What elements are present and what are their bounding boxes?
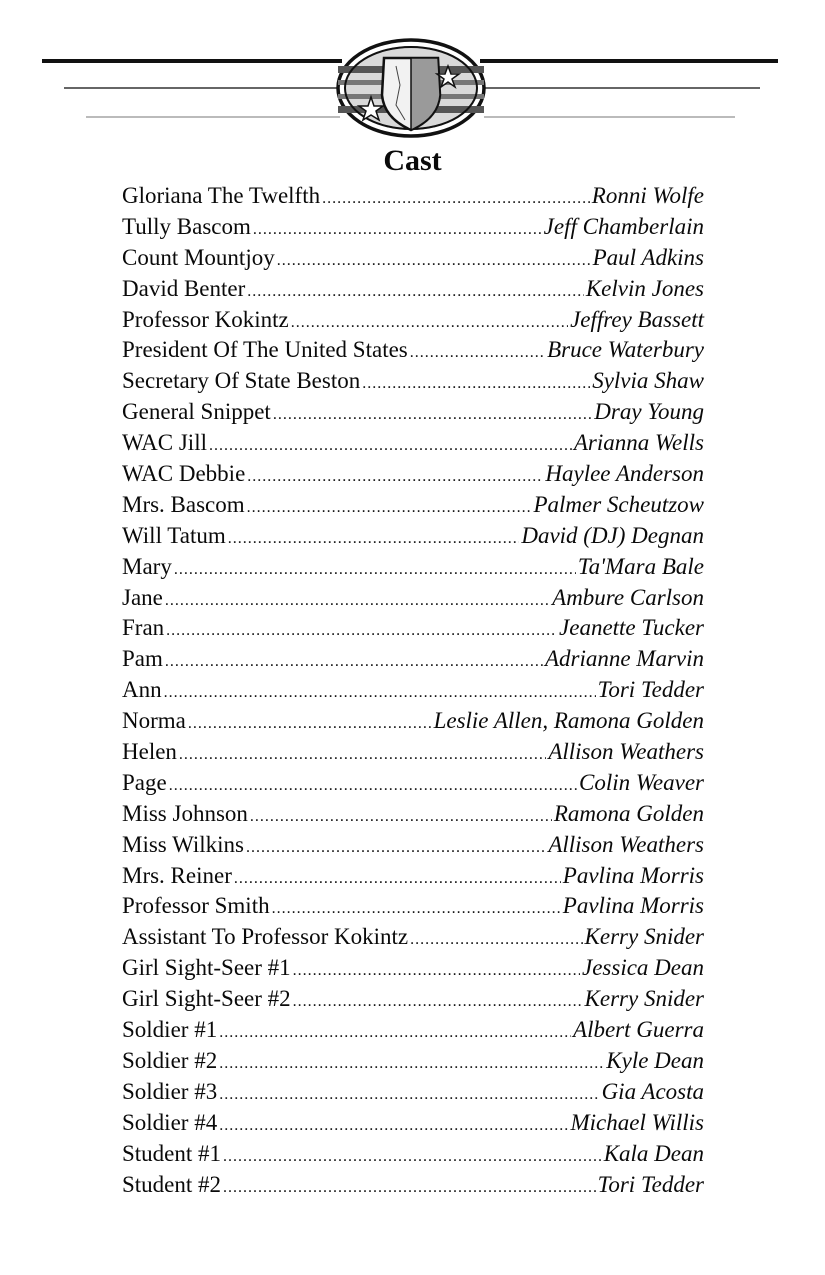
cast-row bbox=[122, 830, 704, 861]
dot-leader bbox=[223, 1173, 596, 1204]
dot-leader bbox=[228, 524, 520, 555]
dot-leader bbox=[246, 833, 546, 864]
cast-row bbox=[122, 397, 704, 428]
cast-role: Student #2 bbox=[122, 1171, 222, 1197]
dot-leader bbox=[164, 678, 596, 709]
cast-actor: Kala Dean bbox=[603, 1140, 704, 1166]
cast-actor: Gia Acosta bbox=[601, 1078, 704, 1104]
cast-role: Ann bbox=[122, 677, 162, 703]
cast-role: Gloriana The Twelfth bbox=[122, 183, 321, 208]
cast-role: Miss Johnson bbox=[122, 800, 248, 826]
dot-leader bbox=[219, 1049, 604, 1080]
cast-row bbox=[122, 181, 704, 212]
dot-leader bbox=[166, 616, 557, 647]
cast-row bbox=[122, 613, 704, 644]
cast-row bbox=[122, 1046, 704, 1077]
dot-leader bbox=[247, 277, 584, 308]
cast-row bbox=[122, 1015, 704, 1046]
cast-role: Soldier #3 bbox=[122, 1078, 218, 1104]
dot-leader bbox=[253, 215, 542, 246]
cast-row bbox=[122, 490, 704, 521]
cast-actor: Jeffrey Bassett bbox=[570, 306, 704, 332]
dot-leader bbox=[169, 771, 577, 802]
cast-row bbox=[122, 1108, 704, 1139]
cast-row bbox=[122, 891, 704, 922]
cast-row bbox=[122, 552, 704, 583]
cast-row bbox=[122, 799, 704, 830]
cast-role: President Of The United States bbox=[122, 337, 408, 363]
cast-row bbox=[122, 521, 704, 552]
page-title: Cast bbox=[383, 144, 442, 177]
dot-leader bbox=[247, 462, 543, 493]
cast-role: Assistant To Professor Kokintz bbox=[122, 924, 409, 950]
cast-actor: Colin Weaver bbox=[579, 769, 704, 795]
dot-leader bbox=[291, 308, 568, 339]
cast-actor: Tori Tedder bbox=[597, 1171, 704, 1197]
cast-role: Girl Sight-Seer #2 bbox=[122, 986, 291, 1012]
cast-row bbox=[122, 305, 704, 336]
cast-actor: Jessica Dean bbox=[582, 955, 704, 981]
dot-leader bbox=[322, 184, 590, 215]
cast-actor: Sylvia Shaw bbox=[592, 368, 704, 394]
cast-row bbox=[122, 675, 704, 706]
cast-actor: Jeanette Tucker bbox=[559, 615, 704, 641]
cast-role: Soldier #2 bbox=[122, 1047, 218, 1073]
cast-role: WAC Debbie bbox=[122, 461, 246, 487]
cast-row bbox=[122, 1139, 704, 1170]
cast-row bbox=[122, 768, 704, 799]
cast-role: Student #1 bbox=[122, 1140, 222, 1166]
dot-leader bbox=[273, 400, 592, 431]
cast-actor: Ambure Carlson bbox=[552, 584, 704, 610]
cast-row bbox=[122, 1077, 704, 1108]
cast-role: Helen bbox=[122, 739, 177, 765]
cast-role: Count Mountjoy bbox=[122, 244, 275, 270]
cast-actor: Allison Weathers bbox=[548, 739, 704, 765]
cast-actor: Ramona Golden bbox=[553, 800, 704, 826]
cast-row bbox=[122, 366, 704, 397]
cast-role: Will Tatum bbox=[122, 522, 226, 548]
cast-actor: Bruce Waterbury bbox=[547, 337, 704, 363]
cast-actor: Haylee Anderson bbox=[545, 461, 704, 487]
dot-leader bbox=[219, 1080, 599, 1111]
cast-row bbox=[122, 706, 704, 737]
cast-role: Girl Sight-Seer #1 bbox=[122, 955, 291, 981]
dot-leader bbox=[209, 431, 572, 462]
cast-row bbox=[122, 644, 704, 675]
cast-role: David Benter bbox=[122, 275, 246, 301]
dot-leader bbox=[179, 740, 546, 771]
cast-actor: Adrianne Marvin bbox=[544, 646, 704, 672]
header-ornament bbox=[0, 0, 825, 150]
cast-row bbox=[122, 459, 704, 490]
cast-actor: Palmer Scheutzow bbox=[533, 491, 704, 517]
cast-actor: Kelvin Jones bbox=[585, 275, 704, 301]
dot-leader bbox=[277, 246, 591, 277]
cast-role: Pam bbox=[122, 646, 163, 672]
cast-role: Professor Smith bbox=[122, 893, 270, 919]
cast-role: Fran bbox=[122, 615, 165, 641]
dot-leader bbox=[293, 987, 583, 1018]
dot-leader bbox=[234, 864, 561, 895]
cast-role: General Snippet bbox=[122, 399, 271, 425]
cast-list bbox=[122, 181, 704, 1200]
emblem-icon bbox=[338, 40, 484, 136]
cast-row bbox=[122, 861, 704, 892]
cast-row bbox=[122, 428, 704, 459]
cast-row bbox=[122, 922, 704, 953]
cast-role: WAC Jill bbox=[122, 430, 207, 456]
dot-leader bbox=[272, 894, 561, 925]
cast-row bbox=[122, 953, 704, 984]
dot-leader bbox=[362, 369, 590, 400]
cast-row bbox=[122, 583, 704, 614]
cast-role: Professor Kokintz bbox=[122, 306, 289, 332]
cast-actor: Dray Young bbox=[594, 399, 704, 425]
dot-leader bbox=[188, 709, 432, 740]
dot-leader bbox=[165, 586, 550, 617]
dot-leader bbox=[165, 647, 543, 678]
cast-role: Soldier #1 bbox=[122, 1017, 218, 1043]
dot-leader bbox=[250, 802, 552, 833]
cast-actor: Ronni Wolfe bbox=[591, 183, 704, 208]
cast-role: Soldier #4 bbox=[122, 1109, 218, 1135]
cast-actor: Michael Willis bbox=[570, 1109, 704, 1135]
cast-actor: Kerry Snider bbox=[584, 986, 704, 1012]
cast-row bbox=[122, 212, 704, 243]
cast-role: Miss Wilkins bbox=[122, 831, 244, 857]
cast-role: Tully Bascom bbox=[122, 213, 251, 239]
cast-actor: Allison Weathers bbox=[548, 831, 704, 857]
dot-leader bbox=[219, 1111, 568, 1142]
cast-row bbox=[122, 737, 704, 768]
cast-role: Secretary Of State Beston bbox=[122, 368, 361, 394]
cast-role: Mary bbox=[122, 553, 172, 579]
dot-leader bbox=[174, 555, 576, 586]
cast-actor: Arianna Wells bbox=[573, 430, 704, 456]
dot-leader bbox=[293, 956, 580, 987]
cast-actor: Paul Adkins bbox=[592, 244, 704, 270]
dot-leader bbox=[223, 1142, 602, 1173]
cast-actor: Tori Tedder bbox=[597, 677, 704, 703]
cast-actor: Kerry Snider bbox=[584, 924, 704, 950]
cast-row bbox=[122, 1170, 704, 1201]
cast-row bbox=[122, 243, 704, 274]
dot-leader bbox=[410, 338, 545, 369]
dot-leader bbox=[219, 1018, 571, 1049]
cast-actor: Pavlina Morris bbox=[562, 862, 704, 888]
cast-actor: David (DJ) Degnan bbox=[521, 522, 704, 548]
cast-actor: Kyle Dean bbox=[606, 1047, 704, 1073]
cast-actor: Ta'Mara Bale bbox=[577, 553, 704, 579]
cast-role: Norma bbox=[122, 708, 186, 734]
dot-leader bbox=[410, 925, 582, 956]
cast-role: Jane bbox=[122, 584, 163, 610]
cast-actor: Leslie Allen, Ramona Golden bbox=[433, 708, 704, 734]
cast-row bbox=[122, 274, 704, 305]
dot-leader bbox=[247, 493, 532, 524]
cast-role: Mrs. Bascom bbox=[122, 491, 245, 517]
cast-role: Page bbox=[122, 769, 167, 795]
cast-row bbox=[122, 335, 704, 366]
cast-row bbox=[122, 984, 704, 1015]
cast-actor: Jeff Chamberlain bbox=[543, 213, 704, 239]
cast-actor: Albert Guerra bbox=[573, 1017, 704, 1043]
cast-actor: Pavlina Morris bbox=[562, 893, 704, 919]
cast-role: Mrs. Reiner bbox=[122, 862, 232, 888]
